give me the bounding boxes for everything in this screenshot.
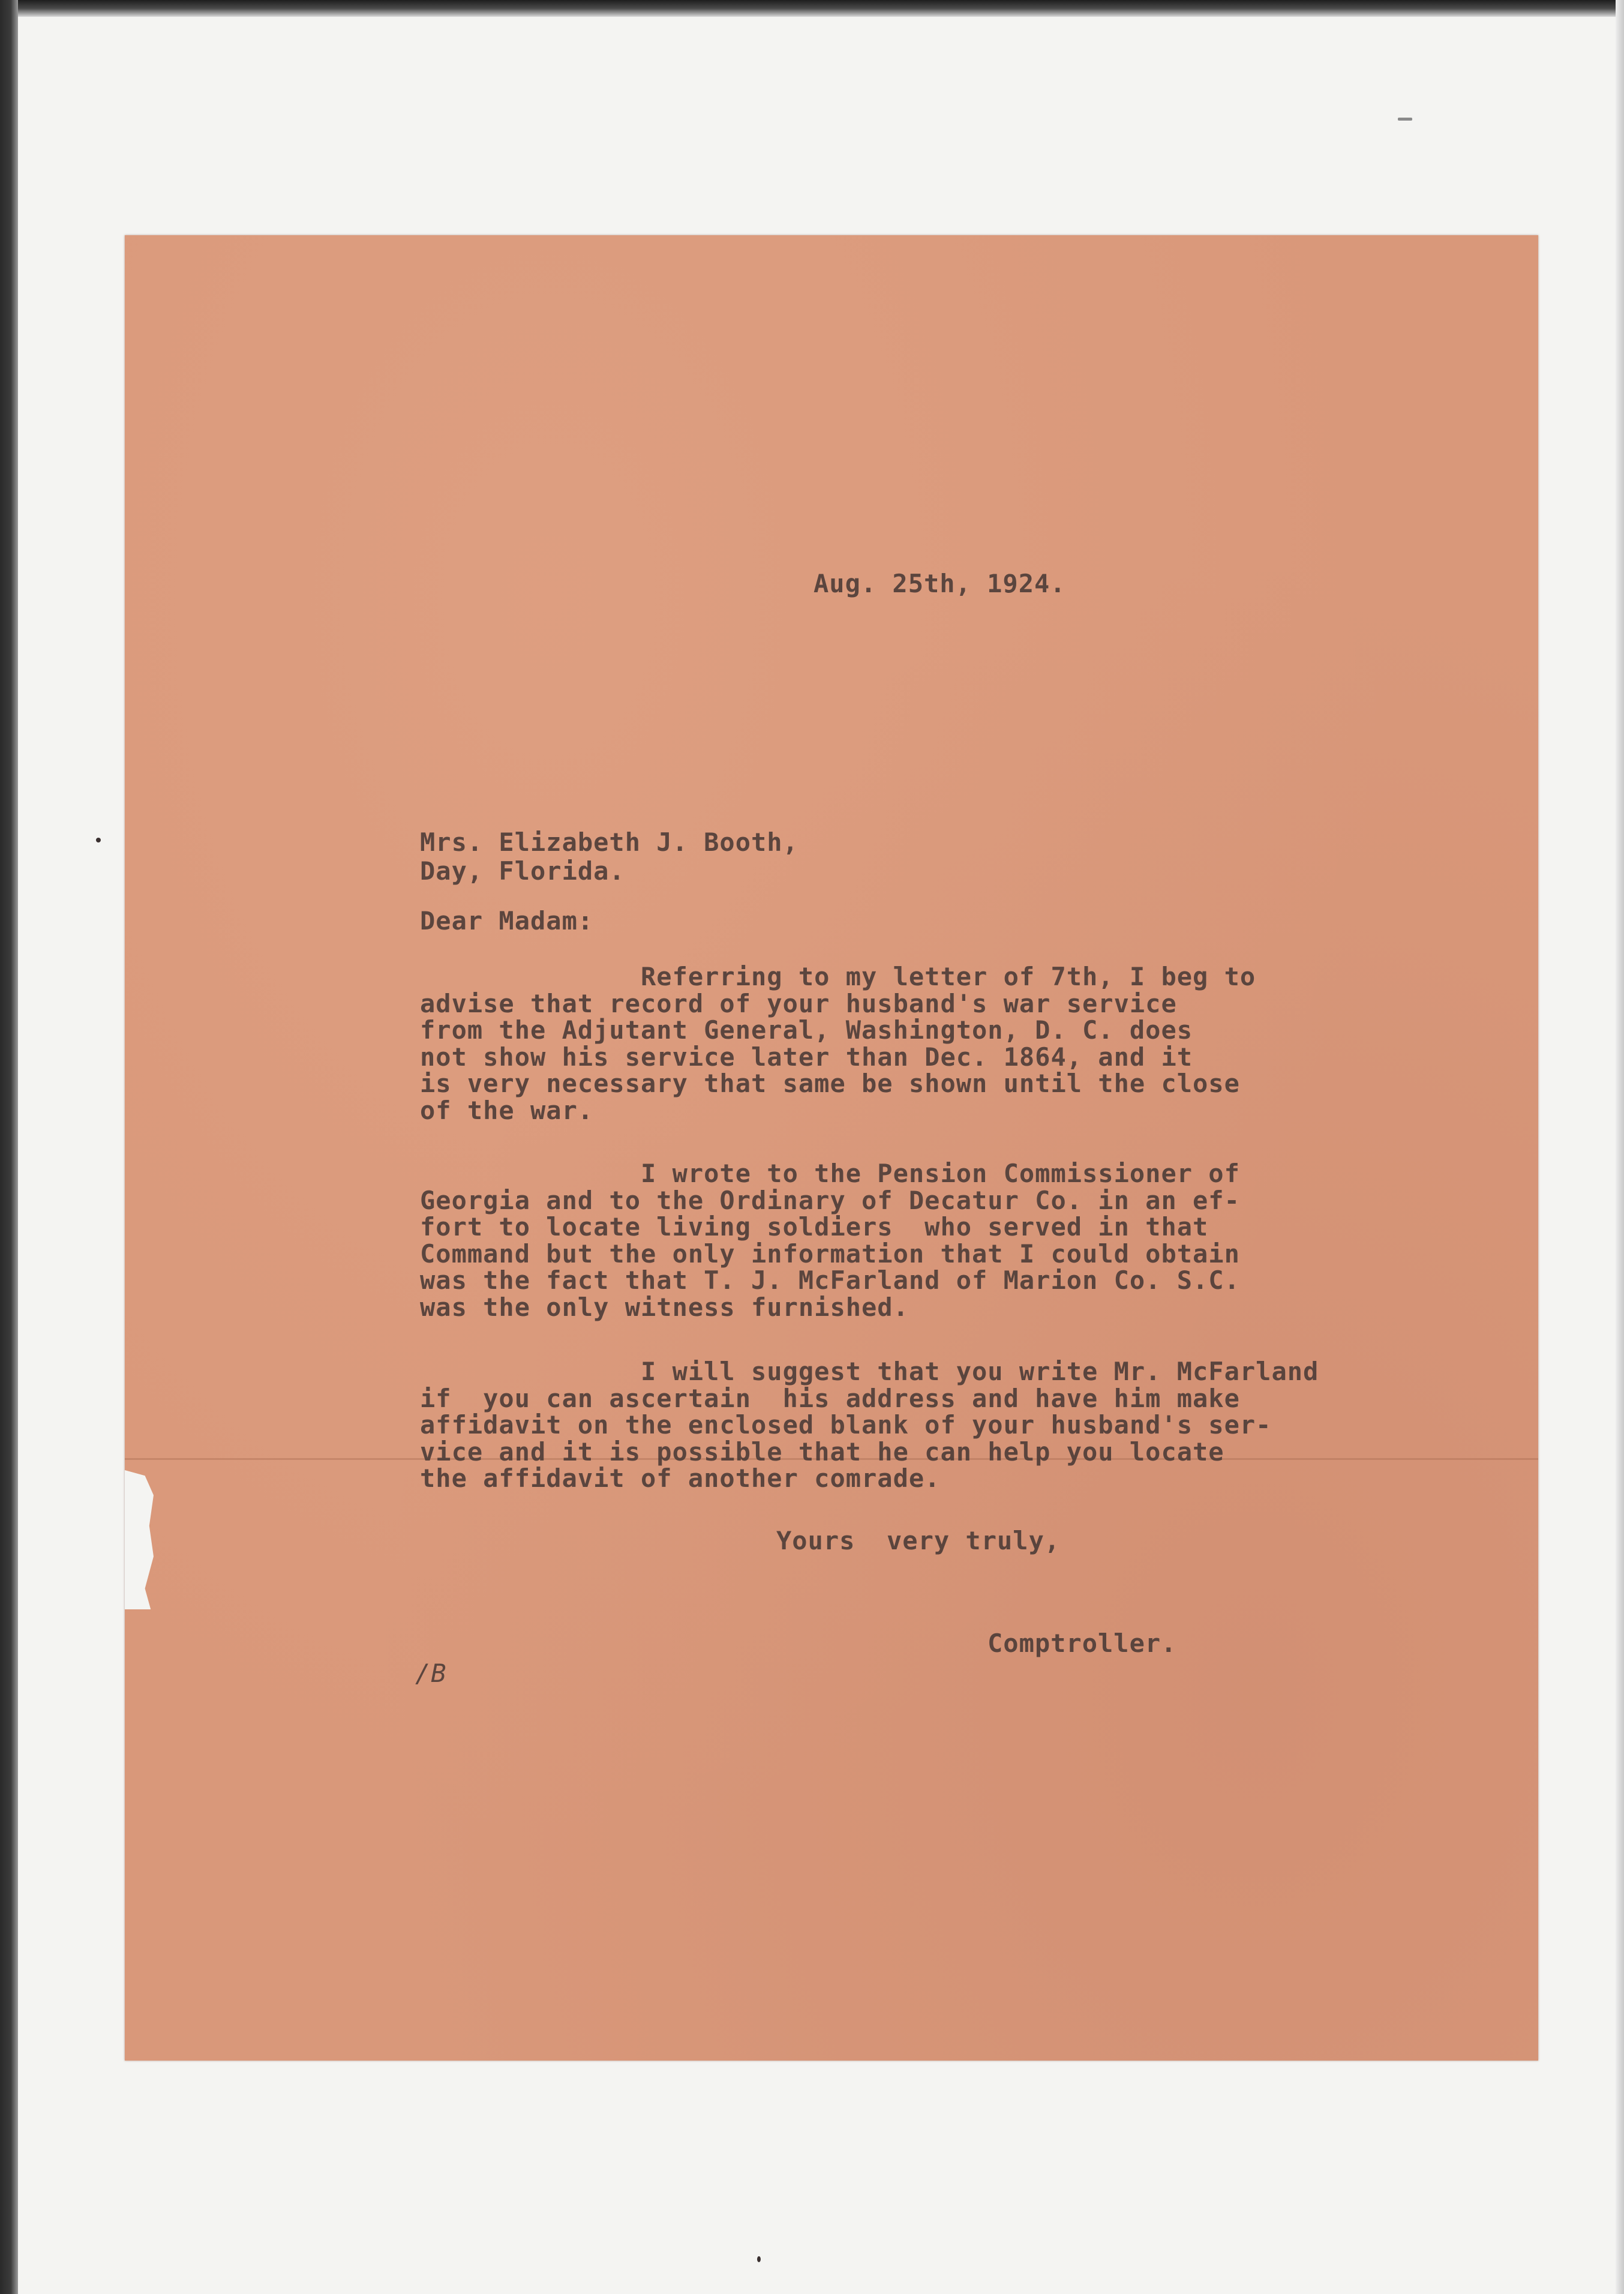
scan-speck (757, 2256, 761, 2262)
scanner-edge-top (0, 0, 1624, 17)
letter-sheet (125, 235, 1538, 2061)
salutation: Dear Madam: (420, 906, 594, 935)
signature-title: Comptroller. (987, 1629, 1177, 1658)
scan-speck (96, 838, 101, 842)
scanner-edge-right (1616, 0, 1624, 2294)
scanner-edge-left (0, 0, 18, 2294)
body-paragraph-1: Referring to my letter of 7th, I beg to advise that record of your husband's war service from the Adjutant General, Washington, D. C. does not show his service later than Dec. 1864, and it is very necessary that same be shown until the close of the war. (420, 962, 1256, 1125)
recipient-name: Mrs. Elizabeth J. Booth, (420, 827, 799, 857)
recipient-address (420, 828, 799, 886)
paper-tear (125, 1470, 154, 1609)
body-paragraph-3: I will suggest that you write Mr. McFarland if you can ascertain his address and have him make affidavit on the enclosed blank of your husband's ser- vice and it is possible that he can help you locate the affidavit of another comrade. (420, 1357, 1319, 1493)
scan-speck (1398, 118, 1412, 121)
closing: Yours very truly, (776, 1526, 1061, 1555)
recipient-location: Day, Florida. (420, 856, 625, 886)
typist-initials: /B (415, 1659, 447, 1688)
body-paragraph-2: I wrote to the Pension Commissioner of Georgia and to the Ordinary of Decatur Co. in an ef- fort to locate living soldiers who served in that Command but the only information that I could obtain was the fact that T. J. McFarland of Marion Co. S.C. was the only witness furnished. (420, 1159, 1240, 1322)
letter-date: Aug. 25th, 1924. (813, 569, 1066, 598)
